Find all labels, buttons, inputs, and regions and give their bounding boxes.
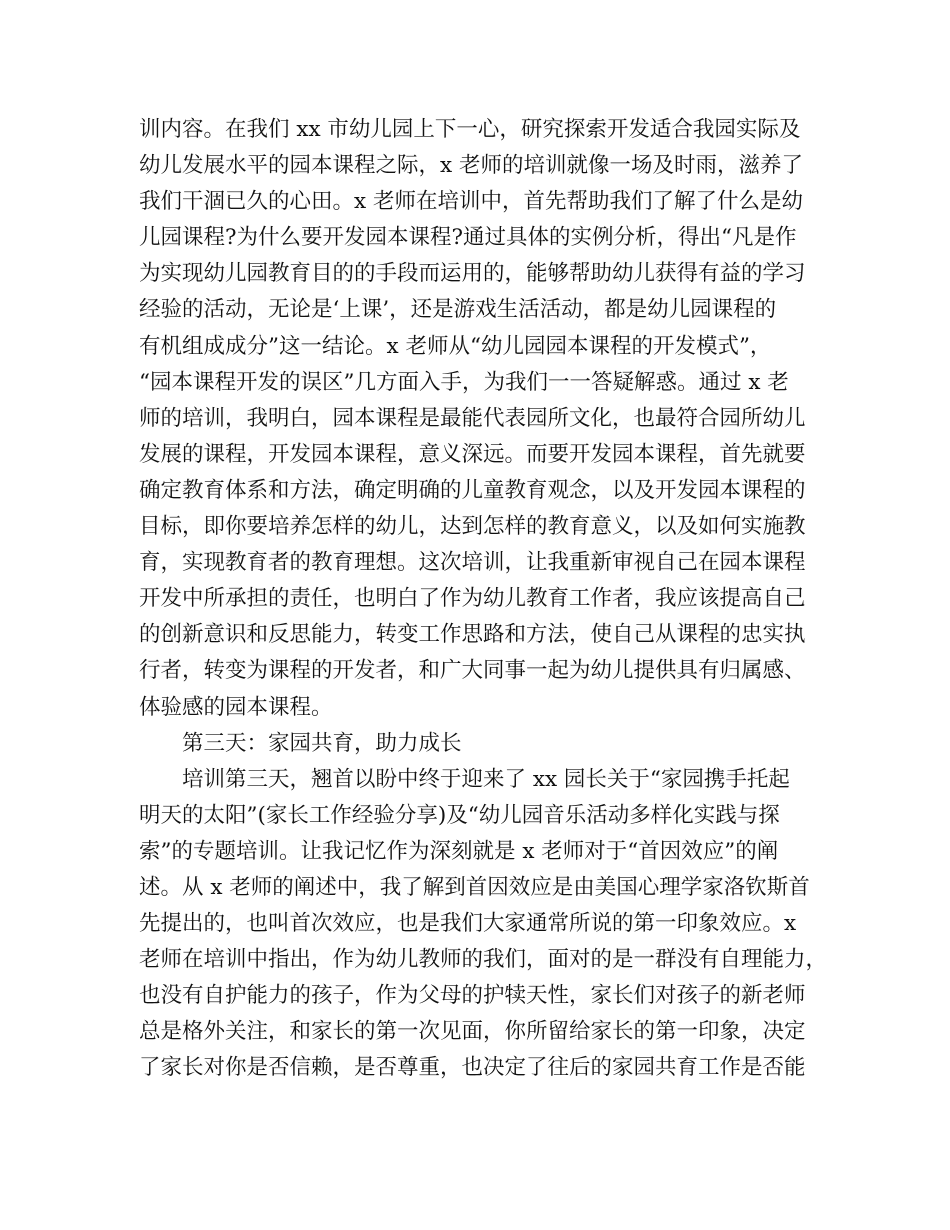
text-line: 发展的课程，开发园本课程，意义深远。而要开发园本课程，首先就要 [139,441,806,467]
text-line: 先提出的，也叫首次效应，也是我们大家通常所说的第一印象效应。x [139,911,797,937]
text-line: 幼儿发展水平的园本课程之际，x 老师的培训就像一场及时雨，滋养了 [139,153,803,179]
text-line: 总是格外关注，和家长的第一次见面，你所留给家长的第一印象，决定 [139,1019,806,1045]
text-line: 目标，即你要培养怎样的幼儿，达到怎样的教育意义，以及如何实施教 [139,514,806,540]
body-text [139,112,829,1087]
text-line: 师的培训，我明白，园本课程是最能代表园所文化，也最符合园所幼儿 [139,405,806,431]
section-heading: 第三天：家园共育，助力成长 [182,730,462,756]
text-line: 索”的专题培训。让我记忆作为深刻就是 x 老师对于“首因效应”的阐 [139,838,779,864]
text-line: 老师在培训中指出，作为幼儿教师的我们，面对的是一群没有自理能力， [139,947,828,973]
text-line: 也没有自护能力的孩子，作为父母的护犊天性，家长们对孩子的新老师 [139,983,806,1009]
text-line: 训内容。在我们 xx 市幼儿园上下一心，研究探索开发适合我园实际及 [139,117,801,142]
text-line: “园本课程开发的误区”几方面入手，为我们一一答疑解惑。通过 x 老 [139,369,789,395]
text-line: 述。从 x 老师的阐述中，我了解到首因效应是由美国心理学家洛钦斯首 [139,874,810,900]
text-line: 培训第三天，翘首以盼中终于迎来了 xx 园长关于“家园携手托起 [182,766,790,792]
text-line: 确定教育体系和方法，确定明确的儿童教育观念，以及开发园本课程的 [139,477,806,503]
text-line: 经验的活动，无论是‘上课’，还是游戏生活活动，都是幼儿园课程的 [139,297,777,323]
text-line: 明天的太阳”(家长工作经验分享)及“幼儿园音乐活动多样化实践与探 [139,802,780,828]
text-line: 有机组成成分”这一结论。x 老师从“幼儿园园本课程的开发模式”， [139,333,772,359]
text-line: 为实现幼儿园教育目的的手段而运用的，能够帮助幼儿获得有益的学习 [139,261,806,287]
text-line: 开发中所承担的责任，也明白了作为幼儿教育工作者，我应该提高自己 [139,586,806,612]
text-line: 儿园课程?为什么要开发园本课程?通过具体的实例分析，得出“凡是作 [139,225,797,251]
text-line: 的创新意识和反思能力，转变工作思路和方法，使自己从课程的忠实执 [139,622,806,648]
text-line: 育，实现教育者的教育理想。这次培训，让我重新审视自己在园本课程 [139,550,806,576]
text-line: 体验感的园本课程。 [139,694,333,720]
text-line: 行者，转变为课程的开发者，和广大同事一起为幼儿提供具有归属感、 [139,658,806,684]
text-line: 了家长对你是否信赖，是否尊重，也决定了往后的家园共育工作是否能 [139,1055,806,1081]
text-line: 我们干涸已久的心田。x 老师在培训中，首先帮助我们了解了什么是幼 [139,189,803,215]
